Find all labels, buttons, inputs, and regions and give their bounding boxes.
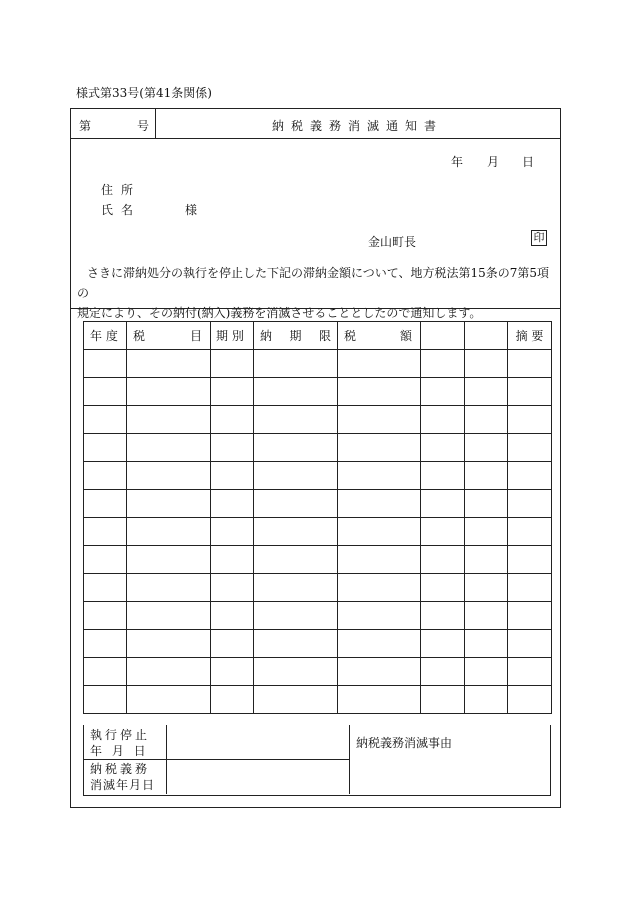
section-divider [71, 308, 560, 309]
table-row [84, 378, 552, 406]
address-field[interactable] [101, 181, 133, 198]
cell-remarks[interactable] [508, 518, 552, 546]
suspension-date-label [84, 727, 166, 759]
cell-amount[interactable] [338, 350, 421, 378]
notice-form [70, 108, 561, 808]
cell-due-date[interactable] [254, 350, 338, 378]
cell-tax-item[interactable] [127, 574, 211, 602]
header-amount [338, 322, 421, 350]
cell-fiscal-year[interactable] [84, 350, 127, 378]
cell-fiscal-year[interactable] [84, 574, 127, 602]
cell-remarks[interactable] [508, 406, 552, 434]
bottom-section [83, 725, 551, 796]
cell-amount[interactable] [338, 462, 421, 490]
cell-tax-item[interactable] [127, 658, 211, 686]
cell-tax-item[interactable] [127, 434, 211, 462]
cell-fiscal-year[interactable] [84, 546, 127, 574]
cell-fiscal-year[interactable] [84, 462, 127, 490]
table-row [84, 630, 552, 658]
cell-period[interactable] [211, 574, 254, 602]
cell-due-date[interactable] [254, 602, 338, 630]
name-field[interactable] [101, 201, 133, 218]
cell-period[interactable] [211, 406, 254, 434]
cell-remarks[interactable] [508, 490, 552, 518]
cell-period[interactable] [211, 546, 254, 574]
cell-period[interactable] [211, 434, 254, 462]
cell-blank-2[interactable] [465, 378, 508, 406]
cell-blank-1[interactable] [421, 378, 465, 406]
suspension-label-line-1: 執行停止 [90, 728, 151, 742]
cell-blank-1[interactable] [421, 658, 465, 686]
table-row [84, 602, 552, 630]
table-row [84, 574, 552, 602]
extinction-label-line-2: 消滅年月日 [90, 778, 156, 792]
issuer-title: 金山町長 [368, 235, 417, 249]
cell-blank-1[interactable] [421, 350, 465, 378]
cell-period[interactable] [211, 490, 254, 518]
cell-due-date[interactable] [254, 630, 338, 658]
cell-blank-2[interactable] [465, 574, 508, 602]
table-row [84, 658, 552, 686]
header-blank-2 [465, 322, 508, 350]
form-title: 納税義務消滅通知書 [271, 119, 443, 133]
header-due-c: 限 [318, 329, 331, 343]
cell-blank-1[interactable] [421, 630, 465, 658]
table-row [84, 490, 552, 518]
cell-tax-item[interactable] [127, 378, 211, 406]
cell-amount[interactable] [338, 518, 421, 546]
cell-amount[interactable] [338, 630, 421, 658]
seal-stamp: 印 [531, 230, 547, 246]
table-row [84, 518, 552, 546]
cell-blank-2[interactable] [465, 462, 508, 490]
cell-remarks[interactable] [508, 658, 552, 686]
document-number-label: 第 [79, 119, 92, 133]
cell-due-date[interactable] [254, 434, 338, 462]
cell-blank-2[interactable] [465, 630, 508, 658]
cell-period[interactable] [211, 350, 254, 378]
cell-fiscal-year[interactable] [84, 602, 127, 630]
form-id: 様式第33号(第41条関係) [76, 86, 212, 100]
cell-fiscal-year[interactable] [84, 658, 127, 686]
header-due-b: 期 [289, 329, 302, 343]
cell-tax-item[interactable] [127, 686, 211, 714]
cell-amount[interactable] [338, 490, 421, 518]
cell-blank-2[interactable] [465, 602, 508, 630]
cell-period[interactable] [211, 602, 254, 630]
cell-due-date[interactable] [254, 686, 338, 714]
header-blank-1 [421, 322, 465, 350]
arrears-table [83, 321, 552, 714]
cell-blank-2[interactable] [465, 658, 508, 686]
header-due-date [254, 322, 338, 350]
extinction-date-label [84, 761, 166, 793]
document-number-suffix: 号 [137, 119, 150, 133]
bottom-reason-divider [349, 725, 350, 794]
cell-tax-item[interactable] [127, 406, 211, 434]
cell-remarks[interactable] [508, 462, 552, 490]
suspension-label-line-2: 年 月 日 [90, 744, 149, 758]
cell-tax-item[interactable] [127, 462, 211, 490]
cell-blank-1[interactable] [421, 686, 465, 714]
header-amount-b: 額 [399, 329, 412, 343]
cell-amount[interactable] [338, 434, 421, 462]
header-remarks: 摘 要 [508, 322, 552, 350]
cell-fiscal-year[interactable] [84, 434, 127, 462]
table-header-row [84, 322, 552, 350]
cell-amount[interactable] [338, 406, 421, 434]
date-day[interactable]: 日 [522, 155, 535, 169]
cell-blank-1[interactable] [421, 434, 465, 462]
cell-period[interactable] [211, 658, 254, 686]
cell-amount[interactable] [338, 602, 421, 630]
cell-remarks[interactable] [508, 546, 552, 574]
form-header [71, 109, 560, 139]
table-row [84, 434, 552, 462]
table-row [84, 546, 552, 574]
cell-tax-item[interactable] [127, 630, 211, 658]
cell-due-date[interactable] [254, 574, 338, 602]
cell-remarks[interactable] [508, 686, 552, 714]
cell-period[interactable] [211, 518, 254, 546]
cell-blank-2[interactable] [465, 350, 508, 378]
cell-remarks[interactable] [508, 630, 552, 658]
cell-tax-item[interactable] [127, 518, 211, 546]
cell-blank-2[interactable] [465, 490, 508, 518]
cell-tax-item[interactable] [127, 546, 211, 574]
table-row [84, 350, 552, 378]
cell-blank-2[interactable] [465, 686, 508, 714]
cell-amount[interactable] [338, 574, 421, 602]
name-label-2: 名 [121, 203, 134, 217]
table-row [84, 686, 552, 714]
cell-blank-2[interactable] [465, 406, 508, 434]
cell-amount[interactable] [338, 658, 421, 686]
notice-body [77, 263, 553, 323]
cell-due-date[interactable] [254, 378, 338, 406]
cell-remarks[interactable] [508, 602, 552, 630]
cell-blank-1[interactable] [421, 462, 465, 490]
cell-period[interactable] [211, 686, 254, 714]
header-tax-item-b: 目 [189, 329, 202, 343]
suspension-date-field[interactable] [167, 725, 349, 759]
cell-blank-1[interactable] [421, 406, 465, 434]
cell-blank-1[interactable] [421, 518, 465, 546]
header-tax-item [127, 322, 211, 350]
date-month[interactable]: 月 [487, 155, 500, 169]
cell-remarks[interactable] [508, 434, 552, 462]
cell-due-date[interactable] [254, 658, 338, 686]
cell-period[interactable] [211, 462, 254, 490]
extinction-label-line-1: 納税義務 [90, 762, 151, 776]
cell-remarks[interactable] [508, 378, 552, 406]
extinction-date-field[interactable] [167, 760, 349, 794]
header-fiscal-year: 年 度 [84, 322, 127, 350]
honorific: 様 [185, 203, 198, 217]
cell-amount[interactable] [338, 378, 421, 406]
cell-fiscal-year[interactable] [84, 378, 127, 406]
address-label-2: 所 [121, 183, 134, 197]
cell-blank-1[interactable] [421, 602, 465, 630]
cell-tax-item[interactable] [127, 490, 211, 518]
header-amount-a: 税 [344, 329, 357, 343]
cell-tax-item[interactable] [127, 350, 211, 378]
cell-fiscal-year[interactable] [84, 686, 127, 714]
cell-amount[interactable] [338, 686, 421, 714]
document-number-cell[interactable] [71, 109, 156, 138]
cell-blank-2[interactable] [465, 546, 508, 574]
cell-blank-2[interactable] [465, 434, 508, 462]
header-tax-item-a: 税 [133, 329, 146, 343]
notice-body-line-1: さきに滞納処分の執行を停止した下記の滞納金額について、地方税法第15条の7第5項の [77, 266, 550, 300]
address-label-1: 住 [101, 183, 114, 197]
cell-due-date[interactable] [254, 406, 338, 434]
header-due-a: 納 [260, 329, 273, 343]
date-year[interactable]: 年 [451, 155, 464, 169]
cell-fiscal-year[interactable] [84, 406, 127, 434]
cell-blank-2[interactable] [465, 518, 508, 546]
extinction-reason-label[interactable]: 納税義務消滅事由 [356, 736, 453, 750]
cell-blank-1[interactable] [421, 490, 465, 518]
cell-due-date[interactable] [254, 490, 338, 518]
notice-body-line-2: 規定により、その納付(納入)義務を消滅させることとしたので通知します。 [77, 306, 482, 320]
table-row [84, 406, 552, 434]
cell-blank-1[interactable] [421, 574, 465, 602]
cell-amount[interactable] [338, 546, 421, 574]
cell-fiscal-year[interactable] [84, 518, 127, 546]
cell-fiscal-year[interactable] [84, 630, 127, 658]
cell-due-date[interactable] [254, 518, 338, 546]
cell-due-date[interactable] [254, 546, 338, 574]
header-period: 期 別 [211, 322, 254, 350]
cell-due-date[interactable] [254, 462, 338, 490]
table-row [84, 462, 552, 490]
cell-tax-item[interactable] [127, 602, 211, 630]
cell-fiscal-year[interactable] [84, 490, 127, 518]
cell-remarks[interactable] [508, 574, 552, 602]
cell-period[interactable] [211, 378, 254, 406]
cell-remarks[interactable] [508, 350, 552, 378]
cell-blank-1[interactable] [421, 546, 465, 574]
cell-period[interactable] [211, 630, 254, 658]
name-label-1: 氏 [101, 203, 114, 217]
